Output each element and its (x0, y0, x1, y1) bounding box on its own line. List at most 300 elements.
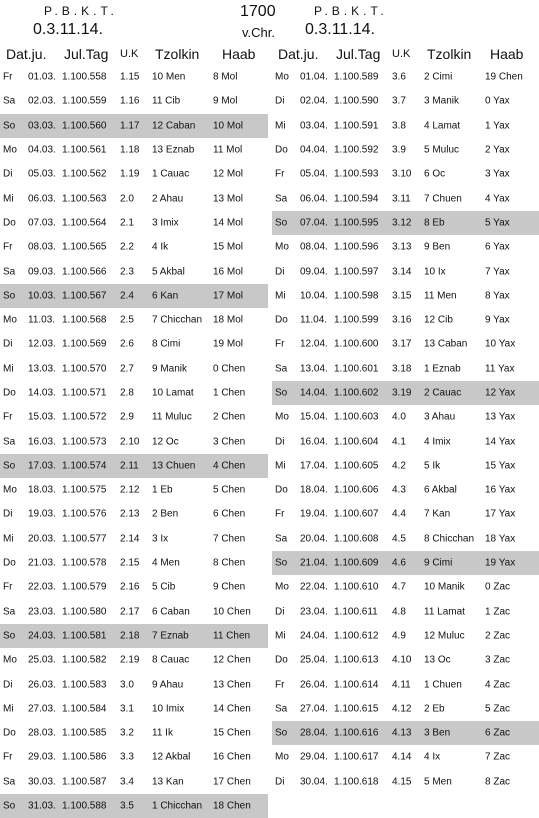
jul-day-cell: 1.100.568 (62, 314, 107, 326)
table-row (0, 405, 268, 429)
tzolkin-cell: 1 Eznab (424, 363, 461, 375)
haab-cell: 10 Mol (213, 120, 244, 132)
day-cell: Di (275, 606, 285, 618)
date-cell: 25.04. (300, 654, 328, 666)
date-cell: 22.03. (28, 581, 56, 593)
date-cell: 09.04. (300, 266, 328, 278)
table-row (0, 600, 268, 624)
table-row (272, 648, 539, 672)
haab-cell: 5 Yax (485, 217, 510, 229)
tzolkin-cell: 12 Oc (152, 436, 179, 448)
uk-cell: 2.11 (120, 460, 139, 472)
uk-cell: 4.0 (392, 411, 406, 423)
jul-day-cell: 1.100.616 (334, 727, 379, 739)
uk-cell: 2.7 (120, 363, 134, 375)
date-cell: 13.03. (28, 363, 56, 375)
table-row (272, 697, 539, 721)
haab-cell: 0 Chen (213, 363, 246, 375)
table-row (0, 794, 268, 818)
uk-cell: 3.16 (392, 314, 412, 326)
jul-day-cell: 1.100.581 (62, 630, 107, 642)
table-row (272, 527, 539, 551)
haab-cell: 19 Mol (213, 338, 244, 350)
day-cell: Sa (3, 266, 16, 278)
tzolkin-cell: 6 Kan (152, 290, 179, 302)
jul-day-cell: 1.100.582 (62, 654, 107, 666)
tzolkin-cell: 12 Cib (424, 314, 453, 326)
date-cell: 17.03. (28, 460, 56, 472)
tzolkin-cell: 4 Lamat (424, 120, 461, 132)
haab-cell: 3 Yax (485, 168, 510, 180)
tzolkin-cell: 5 Ik (424, 460, 441, 472)
jul-day-cell: 1.100.611 (334, 606, 378, 618)
haab-cell: 15 Chen (213, 727, 251, 739)
table-row (0, 624, 268, 648)
haab-cell: 1 Chen (213, 387, 246, 399)
uk-cell: 2.14 (120, 533, 140, 545)
haab-cell: 11 Chen (213, 630, 251, 642)
date-cell: 30.03. (28, 776, 56, 788)
tzolkin-cell: 2 Ben (152, 508, 179, 520)
jul-day-cell: 1.100.599 (334, 314, 379, 326)
uk-cell: 1.16 (120, 95, 140, 107)
haab-cell: 12 Chen (213, 654, 251, 666)
jul-day-cell: 1.100.586 (62, 751, 107, 763)
table-row (0, 235, 268, 259)
day-cell: Do (3, 727, 16, 739)
uk-cell: 4.6 (392, 557, 406, 569)
uk-cell: 2.16 (120, 581, 140, 593)
table-row (0, 259, 268, 283)
haab-cell: 14 Chen (213, 703, 251, 715)
uk-cell: 2.9 (120, 411, 134, 423)
table-row (272, 211, 539, 235)
date-cell: 09.03. (28, 266, 56, 278)
jul-day-cell: 1.100.589 (334, 71, 379, 83)
day-cell: Do (275, 654, 288, 666)
date-cell: 16.04. (300, 436, 328, 448)
jul-day-cell: 1.100.583 (62, 679, 107, 691)
day-cell: So (275, 387, 288, 399)
table-row (0, 138, 268, 162)
date-cell: 04.04. (300, 144, 328, 156)
uk-cell: 4.14 (392, 751, 412, 763)
haab-cell: 11 Mol (213, 144, 243, 156)
day-cell: So (3, 460, 16, 472)
uk-cell: 3.13 (392, 241, 412, 253)
haab-cell: 13 Chen (213, 679, 251, 691)
jul-day-cell: 1.100.579 (62, 581, 107, 593)
tzolkin-cell: 13 Kan (152, 776, 184, 788)
haab-cell: 1 Yax (485, 120, 510, 132)
table-row (272, 405, 539, 429)
day-cell: Sa (275, 703, 288, 715)
tzolkin-cell: 8 Chicchan (424, 533, 475, 545)
haab-cell: 12 Mol (213, 168, 244, 180)
date-cell: 23.04. (300, 606, 328, 618)
tzolkin-cell: 12 Caban (152, 120, 196, 132)
date-cell: 19.04. (300, 508, 328, 520)
tzolkin-cell: 10 Ix (424, 266, 446, 278)
jul-day-cell: 1.100.600 (334, 338, 379, 350)
day-cell: Fr (275, 168, 285, 180)
date-cell: 30.04. (300, 776, 328, 788)
table-row (272, 162, 539, 186)
uk-cell: 4.15 (392, 776, 412, 788)
date-cell: 13.04. (300, 363, 328, 375)
uk-cell: 3.9 (392, 144, 406, 156)
haab-cell: 8 Chen (213, 557, 246, 569)
table-row (0, 770, 268, 794)
haab-cell: 15 Mol (213, 241, 244, 253)
uk-cell: 3.0 (120, 679, 134, 691)
haab-cell: 5 Zac (485, 703, 511, 715)
day-cell: So (275, 217, 288, 229)
tzolkin-cell: 3 Imix (152, 217, 179, 229)
haab-cell: 9 Chen (213, 581, 246, 593)
jul-day-cell: 1.100.605 (334, 460, 379, 472)
day-cell: Mi (275, 120, 286, 132)
tzolkin-cell: 9 Manik (152, 363, 188, 375)
date-cell: 15.03. (28, 411, 56, 423)
haab-cell: 3 Chen (213, 436, 246, 448)
haab-cell: 4 Zac (485, 679, 511, 691)
date-cell: 24.04. (300, 630, 328, 642)
day-cell: So (3, 120, 16, 132)
uk-cell: 4.10 (392, 654, 412, 666)
uk-cell: 1.15 (120, 71, 140, 83)
jul-day-cell: 1.100.588 (62, 800, 107, 812)
uk-cell: 4.4 (392, 508, 406, 520)
table-row (272, 138, 539, 162)
day-cell: Do (3, 217, 16, 229)
day-cell: Fr (3, 751, 13, 763)
date-cell: 29.03. (28, 751, 56, 763)
left-col-jul-header: Jul.Tag (64, 46, 109, 62)
tzolkin-cell: 7 Eznab (152, 630, 189, 642)
day-cell: Mi (275, 460, 286, 472)
right-col-tzolkin-header: Tzolkin (427, 46, 472, 62)
tzolkin-cell: 6 Caban (152, 606, 190, 618)
tzolkin-cell: 1 Chicchan (152, 800, 203, 812)
date-cell: 28.03. (28, 727, 56, 739)
date-cell: 11.03. (28, 314, 56, 326)
jul-day-cell: 1.100.580 (62, 606, 107, 618)
day-cell: Di (275, 266, 285, 278)
day-cell: Mo (3, 314, 17, 326)
uk-cell: 4.7 (392, 581, 406, 593)
tzolkin-cell: 10 Imix (152, 703, 185, 715)
date-cell: 01.04. (300, 71, 328, 83)
day-cell: Mi (275, 630, 286, 642)
table-row (0, 648, 268, 672)
uk-cell: 4.1 (392, 436, 406, 448)
haab-cell: 8 Yax (485, 290, 510, 302)
haab-cell: 0 Yax (485, 95, 510, 107)
uk-cell: 3.18 (392, 363, 412, 375)
date-cell: 20.03. (28, 533, 56, 545)
tzolkin-cell: 10 Manik (424, 581, 465, 593)
date-cell: 03.04. (300, 120, 328, 132)
uk-cell: 3.14 (392, 266, 412, 278)
date-cell: 05.03. (28, 168, 56, 180)
day-cell: Do (275, 314, 288, 326)
day-cell: Mo (275, 751, 289, 763)
haab-cell: 0 Zac (485, 581, 511, 593)
day-cell: Mi (3, 533, 14, 545)
tzolkin-cell: 6 Akbal (424, 484, 457, 496)
haab-cell: 5 Chen (213, 484, 246, 496)
tzolkin-cell: 10 Lamat (152, 387, 194, 399)
tzolkin-cell: 10 Men (152, 71, 186, 83)
haab-cell: 6 Zac (485, 727, 511, 739)
day-cell: Di (3, 338, 13, 350)
table-row (272, 332, 539, 356)
day-cell: Mo (3, 654, 17, 666)
jul-day-cell: 1.100.614 (334, 679, 379, 691)
tzolkin-cell: 12 Akbal (152, 751, 191, 763)
uk-cell: 2.18 (120, 630, 140, 642)
haab-cell: 10 Chen (213, 606, 251, 618)
table-row (272, 357, 539, 381)
haab-cell: 10 Yax (485, 338, 516, 350)
jul-day-cell: 1.100.574 (62, 460, 107, 472)
uk-cell: 3.19 (392, 387, 412, 399)
uk-cell: 3.2 (120, 727, 134, 739)
uk-cell: 2.2 (120, 241, 134, 253)
table-row (272, 284, 539, 308)
left-col-uk-header: U.K (120, 48, 139, 60)
table-row (272, 672, 539, 696)
haab-cell: 7 Zac (485, 751, 511, 763)
tzolkin-cell: 13 Eznab (152, 144, 195, 156)
day-cell: Sa (275, 363, 288, 375)
jul-day-cell: 1.100.618 (334, 776, 379, 788)
haab-cell: 8 Mol (213, 71, 238, 83)
uk-cell: 4.3 (392, 484, 406, 496)
tzolkin-cell: 11 Muluc (152, 411, 192, 423)
date-cell: 21.03. (28, 557, 56, 569)
left-col-haab-header: Haab (222, 46, 256, 62)
date-cell: 08.03. (28, 241, 56, 253)
uk-cell: 2.1 (120, 217, 134, 229)
jul-day-cell: 1.100.590 (334, 95, 379, 107)
jul-day-cell: 1.100.613 (334, 654, 379, 666)
date-cell: 01.03. (28, 71, 56, 83)
haab-cell: 17 Chen (213, 776, 251, 788)
date-cell: 31.03. (28, 800, 56, 812)
table-row (0, 381, 268, 405)
tzolkin-cell: 9 Ben (424, 241, 451, 253)
haab-cell: 16 Yax (485, 484, 516, 496)
table-row (272, 575, 539, 599)
day-cell: Fr (275, 679, 285, 691)
right-col-haab-header: Haab (490, 46, 524, 62)
day-cell: Di (3, 679, 13, 691)
tzolkin-cell: 11 Men (424, 290, 457, 302)
table-row (272, 235, 539, 259)
left-pbkt-label: P.B.K.T. (44, 4, 118, 18)
jul-day-cell: 1.100.572 (62, 411, 107, 423)
date-cell: 07.04. (300, 217, 328, 229)
jul-day-cell: 1.100.561 (62, 144, 107, 156)
haab-cell: 17 Yax (485, 508, 516, 520)
jul-day-cell: 1.100.563 (62, 193, 107, 205)
uk-cell: 2.19 (120, 654, 140, 666)
table-row (272, 89, 539, 113)
day-cell: Fr (275, 338, 285, 350)
uk-cell: 2.17 (120, 606, 140, 618)
haab-cell: 19 Chen (485, 71, 523, 83)
jul-day-cell: 1.100.608 (334, 533, 379, 545)
date-cell: 15.04. (300, 411, 328, 423)
tzolkin-cell: 4 Ix (424, 751, 441, 763)
date-cell: 16.03. (28, 436, 56, 448)
tzolkin-cell: 3 Manik (424, 95, 460, 107)
day-cell: Do (3, 557, 16, 569)
uk-cell: 2.8 (120, 387, 134, 399)
right-table (272, 65, 539, 794)
jul-day-cell: 1.100.606 (334, 484, 379, 496)
day-cell: Mi (3, 703, 14, 715)
day-cell: So (3, 630, 16, 642)
jul-day-cell: 1.100.604 (334, 436, 379, 448)
left-col-date-header: Dat.ju. (6, 46, 47, 62)
haab-cell: 13 Mol (213, 193, 244, 205)
jul-day-cell: 1.100.598 (334, 290, 379, 302)
table-row (272, 429, 539, 453)
uk-cell: 2.0 (120, 193, 134, 205)
jul-day-cell: 1.100.607 (334, 508, 379, 520)
table-row (0, 697, 268, 721)
haab-cell: 14 Yax (485, 436, 516, 448)
date-cell: 08.04. (300, 241, 328, 253)
day-cell: Do (275, 144, 288, 156)
jul-day-cell: 1.100.584 (62, 703, 107, 715)
date-cell: 21.04. (300, 557, 328, 569)
uk-cell: 2.5 (120, 314, 134, 326)
jul-day-cell: 1.100.617 (334, 751, 379, 763)
jul-day-cell: 1.100.559 (62, 95, 107, 107)
table-row (0, 478, 268, 502)
jul-day-cell: 1.100.575 (62, 484, 107, 496)
day-cell: Mi (3, 363, 14, 375)
haab-cell: 15 Yax (485, 460, 516, 472)
table-row (0, 332, 268, 356)
table-row (0, 672, 268, 696)
table-row (272, 551, 539, 575)
tzolkin-cell: 2 Cauac (424, 387, 462, 399)
day-cell: Fr (3, 411, 13, 423)
date-cell: 10.04. (300, 290, 328, 302)
haab-cell: 17 Mol (213, 290, 244, 302)
table-row (272, 454, 539, 478)
day-cell: Fr (3, 241, 13, 253)
table-row (0, 186, 268, 210)
date-cell: 02.04. (300, 95, 328, 107)
tzolkin-cell: 13 Chuen (152, 460, 196, 472)
uk-cell: 3.12 (392, 217, 412, 229)
date-cell: 26.03. (28, 679, 56, 691)
right-pbkt-label: P.B.K.T. (314, 4, 388, 18)
date-cell: 18.03. (28, 484, 56, 496)
tzolkin-cell: 12 Muluc (424, 630, 465, 642)
date-cell: 18.04. (300, 484, 328, 496)
uk-cell: 1.17 (120, 120, 140, 132)
date-cell: 06.04. (300, 193, 328, 205)
table-row (0, 502, 268, 526)
tzolkin-cell: 1 Chuen (424, 679, 462, 691)
jul-day-cell: 1.100.558 (62, 71, 107, 83)
day-cell: So (275, 727, 288, 739)
jul-day-cell: 1.100.612 (334, 630, 379, 642)
tzolkin-cell: 5 Men (424, 776, 452, 788)
haab-cell: 11 Yax (485, 363, 515, 375)
uk-cell: 4.2 (392, 460, 406, 472)
date-cell: 12.03. (28, 338, 56, 350)
haab-cell: 6 Yax (485, 241, 510, 253)
table-row (272, 721, 539, 745)
tzolkin-cell: 5 Akbal (152, 266, 185, 278)
day-cell: Sa (3, 95, 16, 107)
day-cell: Sa (3, 776, 16, 788)
table-row (272, 770, 539, 794)
haab-cell: 8 Zac (485, 776, 511, 788)
tzolkin-cell: 7 Chuen (424, 193, 462, 205)
date-cell: 20.04. (300, 533, 328, 545)
day-cell: Sa (3, 606, 16, 618)
date-cell: 14.04. (300, 387, 328, 399)
table-row (0, 745, 268, 769)
uk-cell: 3.5 (120, 800, 134, 812)
day-cell: Fr (275, 508, 285, 520)
haab-cell: 16 Mol (213, 266, 244, 278)
table-row (272, 745, 539, 769)
uk-cell: 3.6 (392, 71, 406, 83)
uk-cell: 3.10 (392, 168, 412, 180)
year-label: 1700 (240, 3, 276, 20)
day-cell: Do (3, 387, 16, 399)
jul-day-cell: 1.100.569 (62, 338, 107, 350)
table-row (0, 89, 268, 113)
tzolkin-cell: 4 Imix (424, 436, 451, 448)
tzolkin-cell: 1 Eb (152, 484, 173, 496)
day-cell: Sa (275, 533, 288, 545)
date-cell: 07.03. (28, 217, 56, 229)
day-cell: Mo (3, 144, 17, 156)
haab-cell: 18 Chen (213, 800, 251, 812)
day-cell: Sa (275, 193, 288, 205)
jul-day-cell: 1.100.567 (62, 290, 107, 302)
table-row (272, 186, 539, 210)
table-row (272, 65, 539, 89)
haab-cell: 3 Zac (485, 654, 511, 666)
tzolkin-cell: 4 Ik (152, 241, 169, 253)
tzolkin-cell: 8 Eb (424, 217, 445, 229)
uk-cell: 3.8 (392, 120, 406, 132)
uk-cell: 3.4 (120, 776, 134, 788)
tzolkin-cell: 7 Kan (424, 508, 451, 520)
table-row (272, 624, 539, 648)
jul-day-cell: 1.100.592 (334, 144, 379, 156)
date-cell: 12.04. (300, 338, 328, 350)
uk-cell: 3.7 (392, 95, 406, 107)
tzolkin-cell: 8 Cimi (152, 338, 181, 350)
date-cell: 25.03. (28, 654, 56, 666)
table-row (272, 502, 539, 526)
left-pbkt-value: 0.3.11.14. (33, 21, 103, 38)
day-cell: Mo (275, 581, 289, 593)
